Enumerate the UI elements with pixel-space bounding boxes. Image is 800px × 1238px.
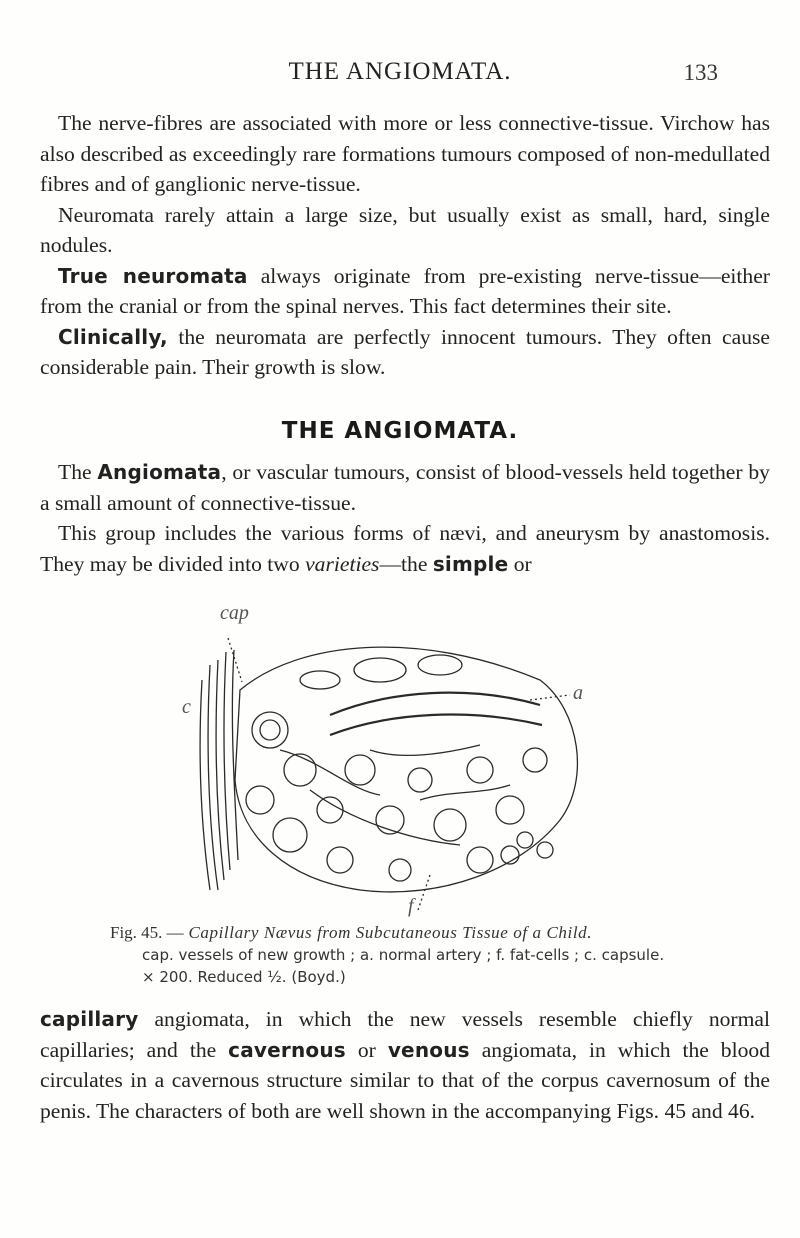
figure-label-a: a	[573, 682, 583, 704]
para-text: or	[345, 1037, 388, 1062]
figure-label-f: f	[408, 895, 414, 917]
caption-magnification: × 200. Reduced ½. (Boyd.)	[142, 968, 346, 986]
para-text: Neuromata rarely attain a large size, but usually exist as small, hard, single nodules.	[40, 202, 770, 257]
running-head	[0, 58, 800, 90]
figure-title: Capillary Nævus from Subcutaneous Tissue of a Child.	[188, 923, 593, 942]
capillary-naevus-illustration	[180, 620, 600, 920]
paragraph-capillary-cavernous	[40, 1004, 770, 1126]
paragraph-nerve-fibres	[40, 108, 770, 200]
figure-label-cap: cap	[220, 602, 249, 624]
term-venous: venous	[387, 1037, 470, 1062]
section-heading: THE ANGIOMATA.	[281, 418, 519, 444]
term-capillary: capillary	[40, 1007, 139, 1031]
page-number: 133	[683, 60, 718, 85]
para-text: The nerve-fibres are associated with more or less connective-tissue. Virchow has also described as exceedingly rare formations tumours composed of non-medullated fibres and of ganglionic nerve-tissue.	[40, 111, 770, 196]
term-true-neuromata: True neuromata	[58, 263, 248, 288]
figure-capillary-naevus	[180, 602, 600, 920]
para-text: or	[508, 551, 532, 576]
angiomata-paragraphs	[40, 457, 770, 579]
term-clinically: Clinically,	[58, 324, 168, 349]
para-text: The	[58, 460, 98, 484]
figure-caption	[110, 922, 710, 988]
para-text: angiomata, in which the new vessels resemble chiefly normal capillaries; and the	[40, 1007, 770, 1062]
term-varieties: varieties	[305, 551, 380, 576]
figure-number: Fig. 45. —	[110, 923, 184, 942]
varieties-paragraph	[40, 1004, 770, 1126]
term-simple: simple	[432, 551, 509, 576]
para-text: always originate from pre-existing nerve-tissue—either from the cranial or from the spinal nerves. This fact determines their site.	[40, 263, 770, 318]
paragraph-clinically	[40, 322, 770, 383]
para-text: —the	[379, 551, 433, 576]
para-text: This group includes the various forms of nævi, and aneurysm by anastomosis. They may be divided into two	[40, 521, 770, 576]
figure-label-c: c	[182, 696, 191, 718]
neuromata-paragraphs	[40, 108, 770, 383]
para-text: , or vascular tumours, consist of blood-vessels held together by a small amount of connective-tissue.	[40, 460, 770, 515]
term-cavernous: cavernous	[228, 1037, 346, 1062]
paragraph-size	[40, 200, 770, 261]
paragraph-angiomata	[40, 457, 770, 518]
running-title: THE ANGIOMATA.	[288, 58, 512, 85]
paragraph-group	[40, 518, 770, 579]
para-text: the neuromata are perfectly innocent tumours. They often cause considerable pain. Their growth is slow.	[40, 324, 770, 379]
paragraph-true-neuromata	[40, 261, 770, 322]
term-angiomata: Angiomata	[97, 460, 222, 484]
caption-legend: cap. vessels of new growth ; a. normal artery ; f. fat-cells ; c. capsule.	[142, 946, 665, 964]
para-text: angiomata, in which the blood circulates in a cavernous structure similar to that of the corpus cavernosum of the penis. The characters of both are well shown in the accompanying Figs. 45 and 46.	[40, 1037, 770, 1123]
